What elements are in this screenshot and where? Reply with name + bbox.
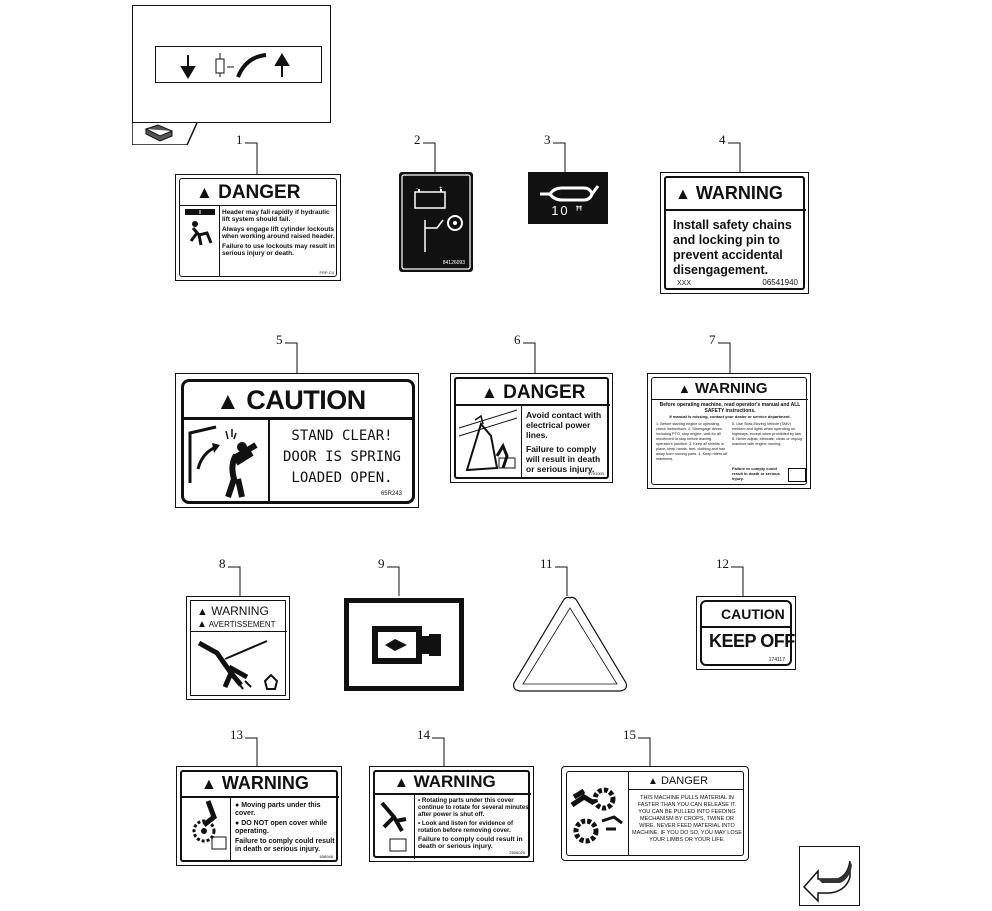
decal-14-bullet1: • Rotating parts under this cover continue to rotate for several minutes after power is shut off. xyxy=(418,797,529,818)
decal-1-code: FRP-C4 xyxy=(319,270,334,275)
decal-13-bullet1: ● Moving parts under this cover. xyxy=(235,802,321,817)
decal-12-code: 174117 xyxy=(768,657,785,663)
callout-7: 7 xyxy=(709,332,716,347)
rotating-hazard-icon xyxy=(376,797,412,855)
decal-14-code: 2506025 xyxy=(509,850,525,855)
svg-text:-: - xyxy=(416,186,418,192)
decal-2-code: 84126093 xyxy=(442,260,465,266)
callout-1: 1 xyxy=(236,132,243,147)
warning-triangle-icon: ▲ xyxy=(216,388,240,415)
decal-1-line2: Always engage lift cylinder lockouts when working around raised header. xyxy=(222,226,335,240)
decal-7-title-row: ▲ WARNING xyxy=(678,380,768,397)
decal-6-line1: Avoid contact with electrical power lines. xyxy=(526,410,602,440)
decal-3-lubrication xyxy=(528,172,608,224)
decal-13-warning xyxy=(176,766,342,866)
decal-7-col2: 5. Use Slow-Moving Vehicle (SMV) emblem and lights when operating on highways, except when prohibited by law. 6. Never adjust, lubricate, clean or unplug machine with engine running. xyxy=(732,422,803,446)
decal-5-title-row: ▲ CAUTION xyxy=(216,385,366,415)
callout-2: 2 xyxy=(414,132,421,147)
decal-4-body: Install safety chains and locking pin to prevent accidental disengagement. xyxy=(673,218,792,277)
warning-triangle-icon: ▲ xyxy=(678,381,691,396)
decal-3-interval: 10 ꟸ xyxy=(551,203,585,218)
callout-4: 4 xyxy=(719,132,726,147)
crush-hazard-icon xyxy=(183,209,217,249)
decal-8-subtitle-row: ▲ AVERTISSEMENT xyxy=(197,619,276,630)
decal-13-bullet2: ● DO NOT open cover while operating. xyxy=(235,820,328,835)
callout-11: 11 xyxy=(540,556,553,571)
callout-14: 14 xyxy=(417,727,430,742)
decal-4-code: 06541940 xyxy=(762,278,798,287)
decal-7-fail: Failure to comply could result in death or serious injury. xyxy=(732,466,780,481)
decal-6-danger xyxy=(450,373,613,483)
decal-13-code: 658948 xyxy=(319,854,333,859)
decal-7-intro: Before operating machine, read operator's manual and ALL SAFETY instructions. xyxy=(659,402,801,414)
decal-5-line3: LOADED OPEN. xyxy=(291,470,393,486)
decal-1-line3: Failure to use lockouts may result in serious injury or death. xyxy=(222,243,335,257)
callout-13: 13 xyxy=(230,727,243,742)
decal-4-xxx: XXX xyxy=(677,280,692,287)
decal-8-title-row: ▲ WARNING xyxy=(197,604,269,618)
decal-6-code: 1701003 xyxy=(588,471,604,476)
decal-9-symbol xyxy=(344,598,464,691)
next-page-arrow-icon[interactable] xyxy=(799,846,860,906)
battery-icon xyxy=(415,192,445,208)
decal-7-warning xyxy=(647,373,811,489)
power-line-hazard-icon xyxy=(457,406,519,476)
engine-plug-icon xyxy=(349,603,459,686)
manual-book-icon xyxy=(788,468,806,482)
decal-1-line1: Header may fall rapidly if hydraulic lift system should fail. xyxy=(222,209,330,223)
callout-12: 12 xyxy=(716,556,729,571)
decal-13-title-row: ▲ WARNING xyxy=(201,773,309,793)
decal-4-title-row: ▲ WARNING xyxy=(675,183,783,203)
callout-6: 6 xyxy=(514,332,521,347)
decal-12-body: KEEP OFF xyxy=(709,631,795,651)
callout-9: 9 xyxy=(378,556,385,571)
decal-15-danger xyxy=(561,766,749,861)
warning-triangle-icon: ▲ xyxy=(197,606,208,618)
callout-5: 5 xyxy=(276,332,283,347)
decal-14-fail: Failure to comply could result in death or serious injury. xyxy=(418,836,523,850)
warning-triangle-icon: ▲ xyxy=(394,774,409,791)
decal-7-intro2: If manual is missing, contact your dealer or service department. xyxy=(669,414,791,419)
warning-triangle-icon: ▲ xyxy=(675,186,691,203)
decal-11-smv-triangle xyxy=(510,594,630,698)
decal-5-line1: STAND CLEAR! xyxy=(291,428,393,444)
decal-6-line2: Failure to comply will result in death or serious injury. xyxy=(526,444,601,474)
warning-triangle-icon: ▲ xyxy=(201,776,217,793)
decal-8-warning xyxy=(186,596,290,700)
warning-triangle-icon: ▲ xyxy=(196,183,213,202)
decal-12-title: CAUTION xyxy=(721,606,785,622)
decal-14-title-row: ▲ WARNING xyxy=(394,772,496,791)
warning-triangle-icon: ▲ xyxy=(197,619,207,630)
callout-15: 15 xyxy=(623,727,636,742)
decal-2-battery xyxy=(399,172,473,272)
decal-4-warning xyxy=(660,172,809,294)
spring-door-hazard-icon xyxy=(186,423,266,499)
decal-6-title-row: ▲ DANGER xyxy=(481,382,586,403)
decal-14-warning xyxy=(369,766,534,862)
decal-13-fail: Failure to comply could result in death or serious injury. xyxy=(235,838,335,853)
feeder-gear-hazard-icon xyxy=(570,777,626,853)
decal-15-title-row: ▲ DANGER xyxy=(648,775,709,787)
decal-14-bullet2: • Look and listen for evidence of rotation before removing cover. xyxy=(418,820,513,834)
hand-cut-hazard-icon xyxy=(195,635,285,693)
decal-15-body: THIS MACHINE PULLS MATERIAL IN FASTER THAN YOU CAN RELEASE IT. YOU CAN BE PULLED INTO FEEDING MECHANISM BY CROPS, TWINE OR WIRE. NEVER FEED MATERIAL INTO MACHINE. IF YOU DO SO, YOU MAY LOSE YOUR LIMBS OR YOUR LIFE. xyxy=(632,795,742,843)
warning-triangle-icon: ▲ xyxy=(481,383,498,402)
warning-triangle-icon: ▲ xyxy=(648,776,658,787)
gear-entanglement-icon xyxy=(184,799,228,855)
decal-5-line2: DOOR IS SPRING xyxy=(282,449,401,465)
decal-1-title-row: ▲ DANGER xyxy=(196,182,301,203)
decal-7-col1: 1. Before starting engine or operating, check instructions. 2. Disengage drives including PTO, stop engine, wait for all movement to stop before leaving operator's position. 3. Keep all shields in place, keep hands, feet, clothing and hair away from moving parts. 4. Keep riders off machines. xyxy=(656,422,728,461)
callout-8: 8 xyxy=(219,556,226,571)
callout-3: 3 xyxy=(544,132,551,147)
decal-5-caution xyxy=(175,373,419,508)
svg-text:+: + xyxy=(439,186,443,192)
decal-1-danger xyxy=(175,174,341,281)
decal-5-code: 65R243 xyxy=(380,491,402,497)
decal-12-caution xyxy=(696,596,796,670)
